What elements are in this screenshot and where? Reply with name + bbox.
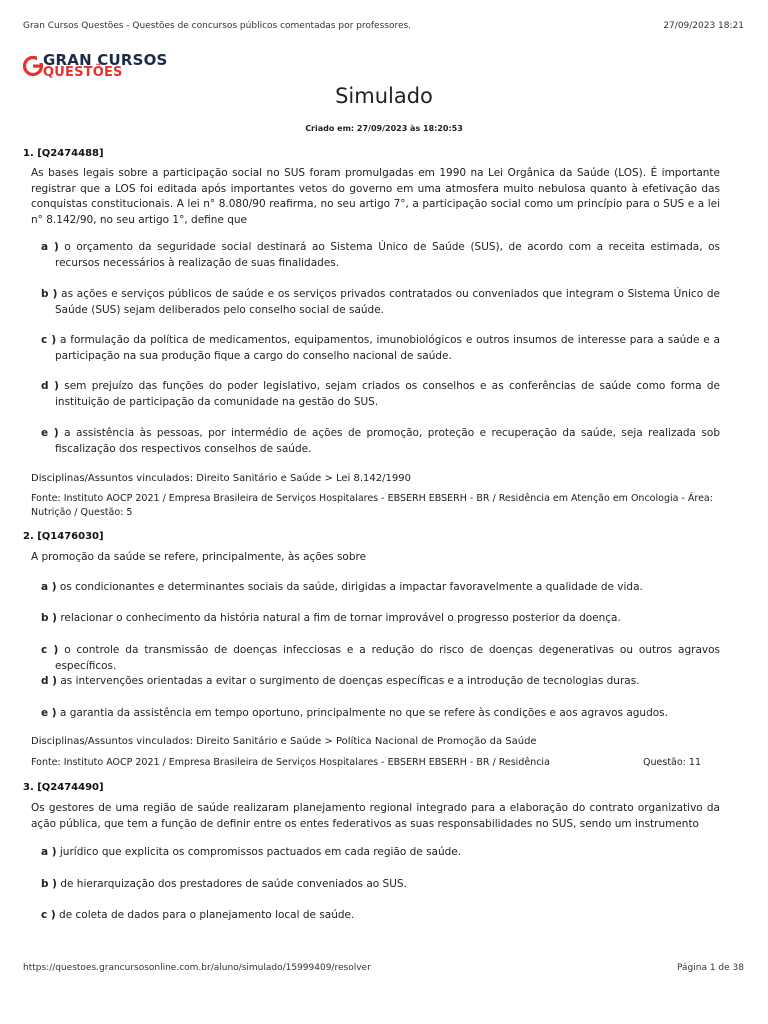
- logo-line-1: GRAN CURSOS: [43, 51, 168, 69]
- question-1-option-d[interactable]: [41, 379, 720, 410]
- option-text: sem prejuízo das funções do poder legislativo, sejam criados os conselhos e as conferências de saúde como forma de instituição de participação da comunidade na gestão do SUS.: [55, 380, 720, 408]
- option-letter: a ): [41, 241, 59, 253]
- option-text: o orçamento da seguridade social destinará ao Sistema Único de Saúde (SUS), de acordo com a receita estimada, os recursos necessários à realização de suas finalidades.: [55, 241, 720, 269]
- fonte-question-number: Questão: 11: [643, 757, 701, 768]
- option-text: a assistência às pessoas, por intermédio de ações de promoção, proteção e recuperação da saúde, seja realizada sob fiscalização dos respectivos conselhos de saúde.: [55, 427, 720, 455]
- page-number: Página 1 de 38: [677, 963, 744, 973]
- page-url[interactable]: https://questoes.grancursosonline.com.br/aluno/simulado/15999409/resolver: [23, 963, 371, 973]
- option-text: a formulação da política de medicamentos, equipamentos, imunobiológicos e outros insumos de interesse para a saúde e a participação na sua produção fique a cargo do conselho nacional de saúde.: [55, 334, 720, 362]
- option-letter: c ): [41, 644, 59, 656]
- question-2-option-d[interactable]: [41, 674, 720, 690]
- option-letter: a ): [41, 846, 57, 858]
- option-text: de coleta de dados para o planejamento local de saúde.: [59, 909, 355, 921]
- question-3-option-a[interactable]: [41, 845, 720, 861]
- question-2-disciplinas: Disciplinas/Assuntos vinculados: Direito Sanitário e Saúde > Política Nacional de Promoção da Saúde: [31, 736, 537, 747]
- option-letter: b ): [41, 878, 57, 890]
- option-text: jurídico que explicita os compromissos pactuados em cada região de saúde.: [59, 846, 462, 858]
- question-2-option-b[interactable]: [41, 611, 720, 627]
- question-1-option-a[interactable]: [41, 240, 720, 271]
- question-3-stem: Os gestores de uma região de saúde realizaram planejamento regional integrado para a elaboração do contrato organizativo da ação pública, que tem a função de definir entre os entes federativos as suas responsabilidades no SUS, sendo um instrumento: [31, 802, 720, 830]
- option-letter: a ): [41, 581, 57, 593]
- question-2-option-a[interactable]: [41, 580, 720, 596]
- option-letter: e ): [41, 707, 57, 719]
- question-1-fonte: Fonte: Instituto AOCP 2021 / Empresa Brasileira de Serviços Hospitalares - EBSERH EBSERH - BR / Residência em Atenção em Oncologia - Área: Nutrição / Questão: 5: [31, 493, 713, 518]
- question-2-fonte: [31, 756, 701, 770]
- question-3-option-b[interactable]: [41, 877, 720, 893]
- print-header-datetime: 27/09/2023 18:21: [663, 21, 744, 31]
- option-letter: d ): [41, 675, 57, 687]
- option-text: o controle da transmissão de doenças infecciosas e a redução do risco de doenças degenerativas ou outros agravos específicos.: [55, 644, 720, 672]
- question-2-header: 2. [Q1476030]: [23, 531, 104, 542]
- option-letter: b ): [41, 612, 57, 624]
- fonte-text: Fonte: Instituto AOCP 2021 / Empresa Brasileira de Serviços Hospitalares - EBSERH EBSERH - BR / Residência: [31, 757, 550, 768]
- gran-cursos-logo[interactable]: [23, 53, 183, 81]
- question-1-option-e[interactable]: [41, 426, 720, 457]
- logo-line-2: QUESTÕES: [43, 65, 123, 80]
- option-letter: c ): [41, 909, 56, 921]
- option-text: a garantia da assistência em tempo oportuno, principalmente no que se refere às condições e aos agravos agudos.: [59, 707, 668, 719]
- question-2-option-e[interactable]: [41, 706, 720, 722]
- question-1-header: 1. [Q2474488]: [23, 148, 104, 159]
- logo-g-icon: [23, 53, 43, 79]
- option-letter: e ): [41, 427, 59, 439]
- option-text: os condicionantes e determinantes sociais da saúde, dirigidas a impactar favoravelmente a qualidade de vida.: [59, 581, 643, 593]
- question-1-disciplinas: Disciplinas/Assuntos vinculados: Direito Sanitário e Saúde > Lei 8.142/1990: [31, 473, 411, 484]
- question-1-stem: As bases legais sobre a participação social no SUS foram promulgadas em 1990 na Lei Orgânica da Saúde (LOS). É importante registrar que a LOS foi editada após importantes vetos do governo em uma atmosfera muito nebulosa quanto à efetivação das conquistas constitucionais. A lei n° 8.080/90 reafirma, no seu artigo 7°, a participação social como um princípio para o SUS e a lei n° 8.142/90, no seu artigo 1°, define que: [31, 167, 720, 226]
- option-text: relacionar o conhecimento da história natural a fim de tornar improvável o progresso posterior da doença.: [60, 612, 621, 624]
- page-title: Simulado: [335, 84, 433, 108]
- option-letter: b ): [41, 288, 58, 300]
- question-1-option-c[interactable]: [41, 333, 720, 364]
- option-text: as ações e serviços públicos de saúde e os serviços privados contratados ou conveniados que integram o Sistema Único de Saúde (SUS) sejam deliberados pelo conselho social de saúde.: [55, 288, 720, 316]
- option-letter: d ): [41, 380, 59, 392]
- print-header: [23, 21, 744, 33]
- option-text: de hierarquização dos prestadores de saúde conveniados ao SUS.: [60, 878, 407, 890]
- question-1-option-b[interactable]: [41, 287, 720, 318]
- created-date: Criado em: 27/09/2023 às 18:20:53: [305, 124, 463, 133]
- print-header-title: Gran Cursos Questões - Questões de concursos públicos comentadas por professores.: [23, 21, 412, 31]
- question-2-option-c[interactable]: [41, 643, 720, 674]
- question-3-option-c[interactable]: [41, 908, 720, 924]
- question-2-stem: A promoção da saúde se refere, principalmente, às ações sobre: [31, 551, 367, 563]
- option-text: as intervenções orientadas a evitar o surgimento de doenças específicas e a introdução de tecnologias duras.: [60, 675, 640, 687]
- option-letter: c ): [41, 334, 57, 346]
- print-footer: [23, 963, 744, 975]
- question-3-header: 3. [Q2474490]: [23, 782, 104, 793]
